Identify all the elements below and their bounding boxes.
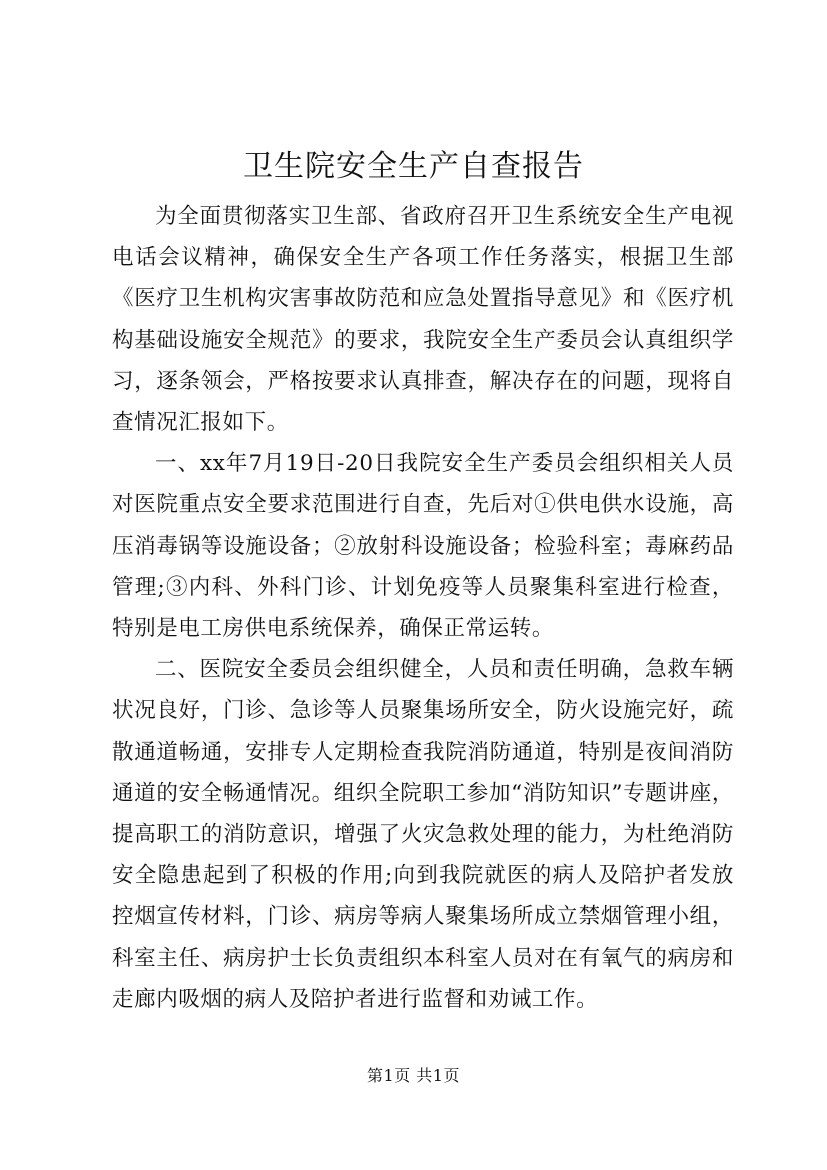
paragraph-section-1: 一、xx年7月19日-20日我院安全生产委员会组织相关人员对医院重点安全要求范围进行自查，先后对①供电供水设施，高压消毒锅等设施设备；②放射科设施设备；检验科室；毒麻药品管理;③内科、外科门诊、计划免疫等人员聚集科室进行检查，特别是电工房供电系统保养，确保正常运转。 — [112, 451, 734, 642]
paragraph-intro: 为全面贯彻落实卫生部、省政府召开卫生系统安全生产电视电话会议精神，确保安全生产各项工作任务落实，根据卫生部《医疗卫生机构灾害事故防范和应急处置指导意见》和《医疗机构基础设施安全规范》的要求，我院安全生产委员会认真组织学习，逐条领会，严格按要求认真排查，解决存在的问题，现将自查情况汇报如下。 — [112, 204, 734, 436]
paragraph-section-2: 二、医院安全委员会组织健全，人员和责任明确，急救车辆状况良好，门诊、急诊等人员聚集场所安全，防火设施完好，疏散通道畅通，安排专人定期检查我院消防通道，特别是夜间消防通道的安全畅通情况。组织全院职工参加“消防知识”专题讲座，提高职工的消防意识，增强了火灾急救处理的能力，为杜绝消防安全隐患起到了积极的作用;向到我院就医的病人及陪护者发放控烟宣传材料，门诊、病房等病人聚集场所成立禁烟管理小组，科室主任、病房护士长负责组织本科室人员对在有氧气的病房和走廊内吸烟的病人及陪护者进行监督和劝诫工作。 — [112, 657, 734, 1012]
document-body — [112, 196, 734, 1020]
page-title: 卫生院安全生产自查报告 — [243, 149, 584, 184]
page-footer: 第1页 共1页 — [367, 1066, 460, 1085]
